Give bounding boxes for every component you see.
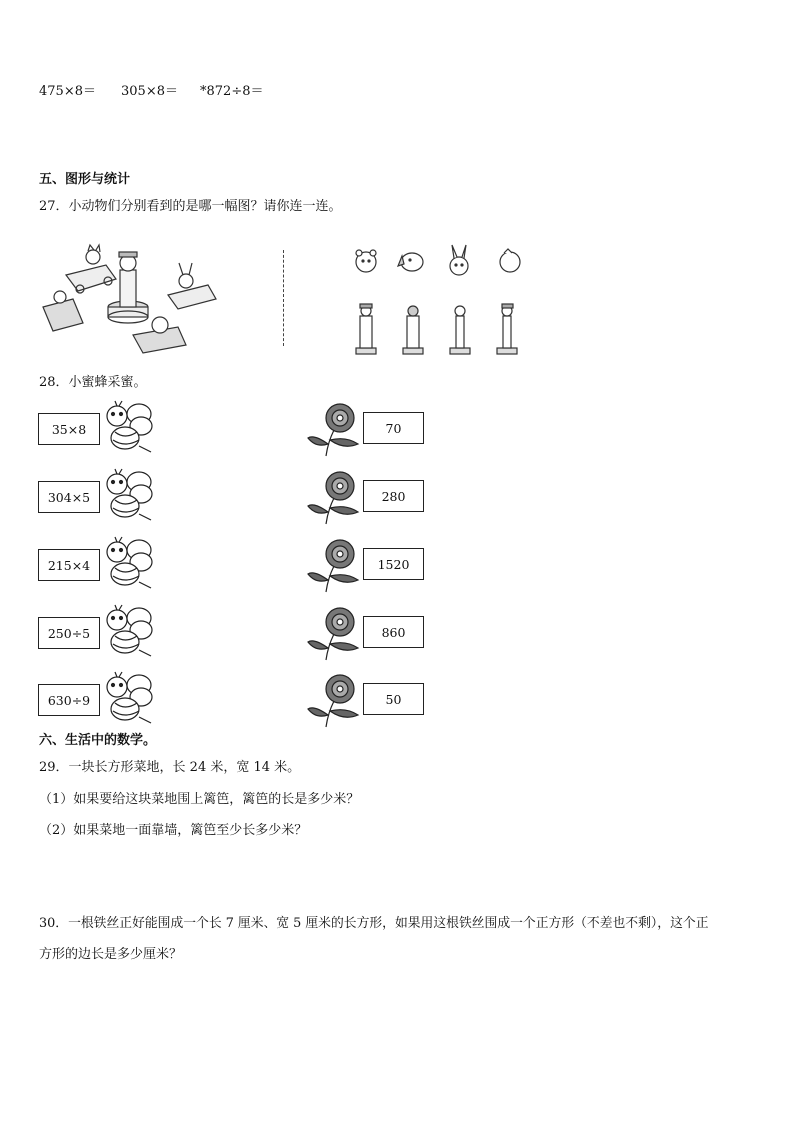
- bee-icon: [103, 468, 158, 524]
- bee-expression-3: 215×4: [38, 549, 100, 581]
- q27-animal-heads: [352, 244, 532, 278]
- flower-answer-5: 50: [363, 683, 424, 715]
- q27-text: 27．小动物们分别看到的是哪一幅图？请你连一连。: [39, 199, 342, 214]
- figure-side-view-left: [450, 306, 470, 354]
- rabbit-head-icon: [450, 245, 468, 275]
- bee-icon: [103, 536, 158, 592]
- flower-answer-2: 280: [363, 480, 424, 512]
- bee-icon: [103, 604, 158, 660]
- q28-text: 28．小蜜蜂采蜜。: [39, 375, 147, 390]
- flower-icon: [306, 538, 360, 592]
- dog-head-icon: [398, 253, 423, 271]
- flower-icon: [306, 402, 360, 456]
- q27-figure-views: [352, 302, 532, 356]
- bee-expression-1: 35×8: [38, 413, 100, 445]
- bee-expression-4: 250÷5: [38, 617, 100, 649]
- q30-line2: 方形的边长是多少厘米？: [39, 947, 183, 962]
- q29-sub2: （2）如果菜地一面靠墙，篱笆至少长多少米？: [39, 823, 308, 838]
- section5-title: 五、图形与统计: [39, 172, 131, 187]
- flower-answer-3: 1520: [363, 548, 424, 580]
- q29-sub1: （1）如果要给这块菜地围上篱笆，篱笆的长是多少米？: [39, 792, 360, 807]
- bee-icon: [103, 400, 158, 456]
- bee-expression-5: 630÷9: [38, 684, 100, 716]
- flower-answer-4: 860: [363, 616, 424, 648]
- bear-head-icon: [356, 250, 376, 272]
- flower-icon: [306, 470, 360, 524]
- section6-title: 六、生活中的数学。: [39, 733, 157, 748]
- q27-divider: [283, 250, 284, 346]
- q30-line1: 30．一根铁丝正好能围成一个长 7 厘米、宽 5 厘米的长方形，如果用这根铁丝围成一个正方形（不差也不剩），这个正: [39, 916, 709, 931]
- figure-side-view-right: [497, 304, 517, 354]
- calc-item-2: 305×8＝: [121, 84, 178, 99]
- flower-icon: [306, 673, 360, 727]
- chick-head-icon: [500, 249, 520, 272]
- figure-front-view: [356, 304, 376, 354]
- calc-item-3: *872÷8＝: [200, 84, 264, 99]
- bee-icon: [103, 671, 158, 727]
- flower-answer-1: 70: [363, 412, 424, 444]
- figure-back-view: [403, 306, 423, 354]
- bee-expression-2: 304×5: [38, 481, 100, 513]
- flower-icon: [306, 606, 360, 660]
- calc-item-1: 475×8＝: [39, 84, 96, 99]
- q27-scene-illustration: [38, 235, 223, 355]
- q29-text: 29．一块长方形菜地，长 24 米，宽 14 米。: [39, 760, 301, 775]
